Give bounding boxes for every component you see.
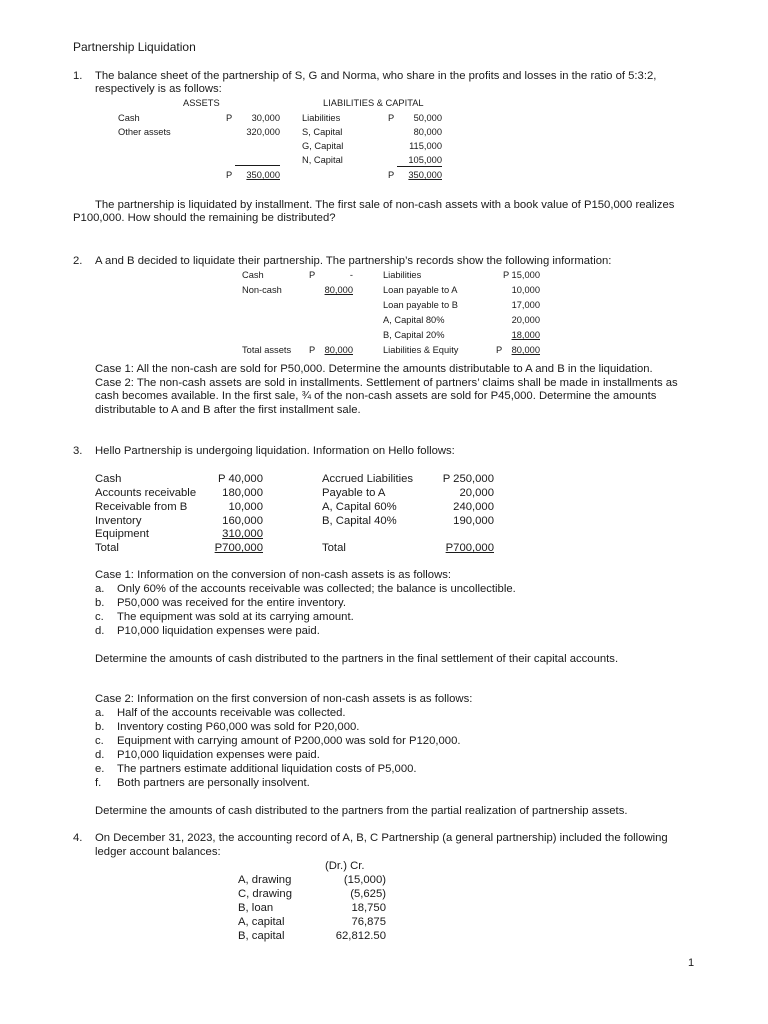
q1-asset-amount: 320,000 [246,127,280,137]
q3-case2-item: P10,000 liquidation expenses were paid. [117,749,320,761]
q2-liability-amount: 10,000 [511,285,540,295]
q4-account-amount: (15,000) [343,874,386,886]
q2-liability-label: Loan payable to B [383,300,458,310]
q1-text-line1: The balance sheet of the partnership of S, G and Norma, who share in the profits and losses in the ratio of 5:3:2, [95,70,657,82]
q1-liabilities-header: LIABILITIES & CAPITAL [323,98,424,108]
q2-asset-label: Cash [242,270,264,280]
q2-liability-amount: P 15,000 [502,270,540,280]
q1-assets-total: 350,000 [246,170,280,180]
q2-case2-line2: cash becomes available. In the first sale, ¾ of the non-cash assets are sold for P45,000. Determine the amounts [95,390,657,402]
q3-case1-mark: b. [95,597,105,609]
q3-liability-label: A, Capital 60% [322,501,397,513]
q4-account-amount: (5,625) [350,888,386,900]
q3-case1-requirement: Determine the amounts of cash distributed to the partners in the final settlement of their capital accounts. [95,653,619,665]
q4-account-label: A, drawing [238,874,292,886]
q1-peso-sign: P [226,113,233,123]
q2-asset-amount: 80,000 [324,285,353,295]
q3-case2-item: Inventory costing P60,000 was sold for P20,000. [117,721,360,733]
q3-liability-amount: 190,000 [453,515,494,527]
page-number: 1 [688,957,695,969]
q1-number: 1. [73,70,83,82]
q4-account-label: A, capital [238,916,285,928]
q3-case2-item: The partners estimate additional liquidation costs of P5,000. [117,763,417,775]
q4-account-label: B, capital [238,930,285,942]
q3-liabilities-total-label: Total [322,542,346,554]
q2-liability-label: A, Capital 80% [383,315,445,325]
q3-asset-amount: 180,000 [222,487,263,499]
q1-liability-label: N, Capital [302,155,343,165]
q2-total-amount: 80,000 [324,345,353,355]
q3-assets-total: P700,000 [214,542,263,554]
q3-asset-amount: 160,000 [222,515,263,527]
q3-case1-item: P10,000 liquidation expenses were paid. [117,625,320,637]
q3-case1-item: P50,000 was received for the entire inventory. [117,597,346,609]
q4-number: 4. [73,832,83,844]
q3-case2-mark: d. [95,749,105,761]
q3-liability-amount: P 250,000 [442,473,494,485]
q3-case1-mark: a. [95,583,105,595]
q1-assets-rule [235,165,280,166]
q4-account-amount: 62,812.50 [335,930,386,942]
q1-liability-label: S, Capital [302,127,343,137]
q1-liability-label: G, Capital [302,141,344,151]
q2-case1: Case 1: All the non-cash are sold for P50,000. Determine the amounts distributable to A and B in the liquidation. [95,363,653,375]
q1-peso-sign: P [226,170,233,180]
q3-asset-amount: P 40,000 [217,473,263,485]
q3-case2-mark: f. [95,777,102,789]
q3-asset-label: Inventory [95,515,142,527]
q3-liability-label: B, Capital 40% [322,515,397,527]
q3-case1-mark: c. [95,611,104,623]
q3-liability-amount: 20,000 [459,487,494,499]
q2-liability-amount: 20,000 [511,315,540,325]
q3-asset-amount: 310,000 [222,528,263,540]
q1-peso-sign: P [388,113,395,123]
q3-case2-item: Half of the accounts receivable was collected. [117,707,346,719]
q1-assets-header: ASSETS [183,98,220,108]
q1-liability-amount: 105,000 [408,155,442,165]
q4-account-label: C, drawing [238,888,292,900]
q3-case2-mark: a. [95,707,105,719]
q2-liability-amount: 17,000 [511,300,540,310]
q3-case1-item: Only 60% of the accounts receivable was collected; the balance is uncollectible. [117,583,516,595]
q3-asset-label: Accounts receivable [95,487,197,499]
q4-text-line1: On December 31, 2023, the accounting record of A, B, C Partnership (a general partnership) included the following [95,832,668,844]
q2-liabilities-total-label: Liabilities & Equity [383,345,459,355]
q1-after-line2: P100,000. How should the remaining be distributed? [73,212,336,224]
page-title: Partnership Liquidation [73,40,196,54]
q2-case2-line1: Case 2: The non-cash assets are sold in installments. Settlement of partners’ claims shall be made in installments as [95,377,678,389]
q2-case2-line3: distributable to A and B after the first installment sale. [95,404,361,416]
q3-asset-label: Equipment [95,528,150,540]
q2-liability-label: Liabilities [383,270,422,280]
q3-asset-amount: 10,000 [228,501,263,513]
q2-intro: A and B decided to liquidate their partnership. The partnership’s records show the following information: [95,255,612,267]
q4-column-header: (Dr.) Cr. [325,860,365,872]
q1-liability-amount: 80,000 [413,127,442,137]
q3-case2-intro: Case 2: Information on the first conversion of non-cash assets is as follows: [95,693,473,705]
q3-case2-requirement: Determine the amounts of cash distributed to the partners from the partial realization of partnership assets. [95,805,628,817]
q1-liability-amount: 115,000 [409,141,442,151]
q3-asset-label: Receivable from B [95,501,188,513]
q1-liabilities-total: 350,000 [408,170,442,180]
q1-asset-amount: 30,000 [251,113,280,123]
q4-account-amount: 18,750 [351,902,386,914]
q3-case1-mark: d. [95,625,105,637]
q2-peso-sign: P [496,345,503,355]
q2-liability-amount: 18,000 [511,330,540,340]
q3-assets-total-label: Total [95,542,119,554]
q2-asset-amount: - [349,270,353,280]
q1-liabilities-rule [397,166,442,167]
q2-liability-label: Loan payable to A [383,285,458,295]
q3-intro: Hello Partnership is undergoing liquidation. Information on Hello follows: [95,445,455,457]
q1-liability-label: Liabilities [302,113,341,123]
q1-peso-sign: P [388,170,395,180]
q1-after-line1: The partnership is liquidated by installment. The first sale of non-cash assets with a book value of P150,000 realizes [95,199,675,211]
q3-liabilities-total: P700,000 [445,542,494,554]
q1-asset-label: Other assets [118,127,171,137]
q1-text-line2: respectively is as follows: [95,83,222,95]
q4-account-amount: 76,875 [351,916,386,928]
q2-asset-label: Non-cash [242,285,282,295]
q2-peso-sign: P [309,345,316,355]
q3-case2-item: Equipment with carrying amount of P200,000 was sold for P120,000. [117,735,461,747]
q3-liability-label: Payable to A [322,487,386,499]
q3-case2-mark: e. [95,763,105,775]
q4-account-label: B, loan [238,902,274,914]
q2-total-label: Total assets [242,345,292,355]
q3-case1-intro: Case 1: Information on the conversion of non-cash assets is as follows: [95,569,452,581]
q3-case2-item: Both partners are personally insolvent. [117,777,310,789]
q2-number: 2. [73,255,83,267]
q1-asset-label: Cash [118,113,140,123]
q1-liability-amount: 50,000 [413,113,442,123]
q3-case2-mark: b. [95,721,105,733]
q2-peso-sign: P [309,270,316,280]
q2-liabilities-total: 80,000 [511,345,540,355]
q3-case1-item: The equipment was sold at its carrying amount. [117,611,354,623]
q4-text-line2: ledger account balances: [95,846,221,858]
q3-liability-amount: 240,000 [453,501,494,513]
q3-number: 3. [73,445,83,457]
q3-case2-mark: c. [95,735,104,747]
q2-liability-label: B, Capital 20% [383,330,445,340]
q3-liability-label: Accrued Liabilities [322,473,414,485]
q3-asset-label: Cash [95,473,122,485]
